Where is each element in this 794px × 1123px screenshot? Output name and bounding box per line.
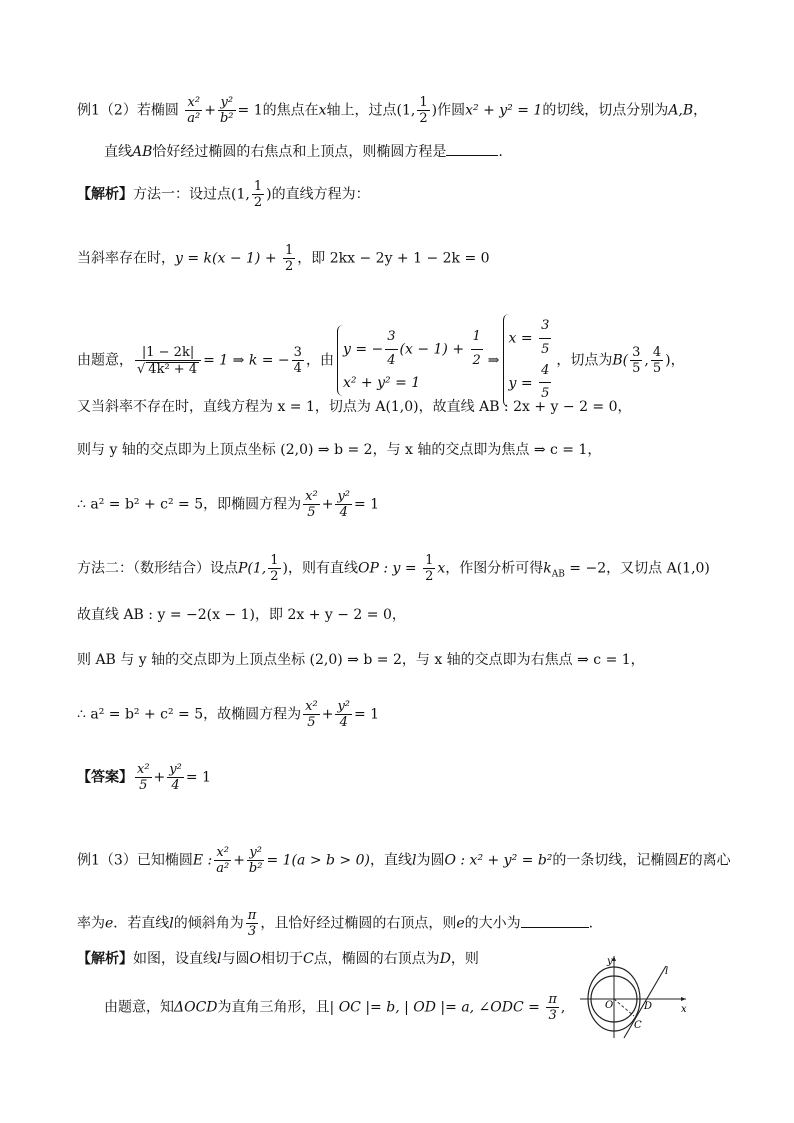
sol2-cond: 由题意， $\frac{|1 - 2k|}{\text{√ 4k² + 4}}$ = 1 ⇒ k = − $\frac{3}{4}$ ，由 y = − $\frac{3}{4}$ (x − 1) + $\frac{1}{2}$ x² + y² = 1 ⇒ x = $\frac{3}{5}$ y = $\frac{4}{5}$ ，切点为B( $\frac{3}{5}$ , $\frac{4}{5}$ )， — [77, 314, 685, 407]
ex2-line1: 例1（2）若椭圆 $\frac{\text{x²}}{\text{a²}}$ + $\frac{\text{y²}}{\text{b²}}$ = 1的焦点在x轴上，过点(1, $\frac{1}{2}$ )作圆x² + y² = 1的切线，切点分别为A,B， — [77, 95, 708, 126]
label-D: D — [644, 1001, 653, 1012]
label-y: y — [607, 956, 613, 967]
sol2-m2-inter: 则 AB 与 y 轴的交点即为上顶点坐标 (2,0) ⇒ b = 2，与 x 轴的交点即为右焦点 ⇒ c = 1， — [77, 652, 645, 668]
answer-blank — [446, 155, 498, 156]
ex3-line2: 率为e．若直线l的倾斜角为 $\frac{\pi}{3}$ ，且恰好经过椭圆的右顶点，则e的大小为 . — [77, 908, 594, 939]
ex2-intro: 例1（2）若椭圆 — [77, 102, 179, 119]
sol2-slope: 当斜率存在时，y = k(x − 1) + $\frac{1}{2}$ ，即 2kx − 2y + 1 − 2k = 0 — [77, 243, 490, 274]
ex3-line1: 例1（3）已知椭圆E : $\frac{\text{x²}}{\text{a²}}$ + $\frac{\text{y²}}{\text{b²}}$ = 1(a > b > 0)，直线l为圆O : x² + y² = b²的一条切线，记椭圆E的离心 — [77, 845, 731, 876]
radius-oc — [614, 999, 634, 1016]
ex2-line2: 直线AB恰好经过椭圆的右焦点和上顶点，则椭圆方程是 . — [104, 144, 503, 160]
ellipse-circle-figure — [574, 950, 694, 1042]
sol2-m2-conclusion: ∴ a² = b² + c² = 5，故椭圆方程为 $\frac{\text{x²}}{5}$ + $\frac{\text{y²}}{4}$ = 1 — [77, 699, 380, 730]
sol3-line1: 【解析】如图，设直线l与圆O相切于C点，椭圆的右顶点为D，则 — [77, 951, 479, 967]
label-l: l — [665, 966, 669, 977]
sol2-answer: 【答案】 $\frac{\text{x²}}{5}$ + $\frac{\text{y²}}{4}$ = 1 — [77, 762, 211, 793]
answer-blank-2 — [521, 927, 589, 928]
sol3-line2: 由题意，知ΔOCD为直角三角形，且| OC |= b, | OD |= a, ∠ODC = $\frac{\pi}{3}$ , — [104, 992, 566, 1023]
label-O: O — [605, 1000, 614, 1011]
ellipse-frac-x: $\frac{\text{x²}}{\text{a²}}$ — [187, 95, 201, 126]
sol2-m2-line: 故直线 AB : y = −2(x − 1)，即 2x + y − 2 = 0， — [77, 607, 406, 623]
x-axis-arrow-icon — [681, 997, 686, 1001]
ellipse-frac-y: $\frac{\text{y²}}{\text{b²}}$ — [219, 95, 234, 126]
system-equations: y = − $\frac{3}{4}$ (x − 1) + $\frac{1}{2}$ x² + y² = 1 — [337, 325, 485, 396]
sol2-noslope: 又当斜率不存在时，直线方程为 x = 1，切点为 A(1,0)，故直线 AB : 2x + y − 2 = 0， — [77, 399, 632, 415]
label-x: x — [681, 1004, 687, 1015]
sol2-method1: 【解析】方法一：设过点(1, $\frac{1}{2}$ )的直线方程为： — [77, 179, 370, 210]
sol2-method2: 方法二：（数形结合）设点P(1, $\frac{1}{2}$ )，则有直线OP : y = $\frac{1}{2}$ x，作图分析可得$k_{AB} = -2$，又切点 A(1,0) — [77, 553, 710, 584]
label-C: C — [634, 1020, 642, 1031]
system-solution: x = $\frac{3}{5}$ y = $\frac{4}{5}$ — [503, 314, 554, 407]
sol2-conclusion: ∴ a² = b² + c² = 5，即椭圆方程为 $\frac{\text{x²}}{5}$ + $\frac{\text{y²}}{4}$ = 1 — [77, 489, 380, 520]
half-frac: $\frac{1}{2}$ — [419, 95, 428, 126]
sol2-inter: 则与 y 轴的交点即为上顶点坐标 (2,0) ⇒ b = 2，与 x 轴的交点即为焦点 ⇒ c = 1， — [77, 442, 602, 458]
